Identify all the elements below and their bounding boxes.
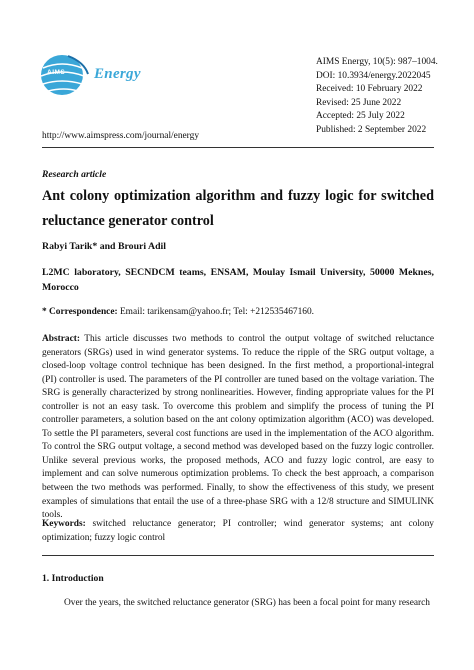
article-type: Research article — [42, 169, 107, 180]
logo-aims-text: AIMS — [47, 69, 66, 76]
abstract-label: Abstract: — [42, 334, 81, 344]
correspondence-label: * Correspondence: — [42, 307, 118, 317]
abstract-text: This article discusses two methods to control the output voltage of switched reluctance generators (SRGs) used in wind generator systems. To reduce the ripple of the SRG output voltage, a closed-loop voltage control technique has been designed. In the first method, a proportional-integral (PI) controller is used. The parameters of the PI controller are tuned based on the voltage variation. The SRG is generally characterized by strong nonlinearities. However, finding appropriate values for the PI controller is not an easy task. To overcome this problem and simplify the process of tuning the PI controller parameters, a solution based on the ant colony optimization algorithm (ACO) was developed. To settle the PI parameters, several cost functions are used in the implementation of the ACO algorithm. To control the SRG output voltage, a second method was developed based on the fuzzy logic controller. Unlike several previous works, the proposed methods, ACO and fuzzy logic control, are easy to implement and can solve numerous optimization problems. To check the best approach, a comparison between the two methods was performed. Finally, to show the effectiveness of this study, we present examples of simulations that entail the use of a three-phase SRG with a 12/8 structure and SIMULINK tools. — [42, 334, 434, 521]
received-date: Received: 10 February 2022 — [316, 84, 423, 95]
published-date: Published: 2 September 2022 — [316, 124, 427, 135]
correspondence — [42, 307, 314, 317]
correspondence-text: Email: tarikensam@yahoo.fr; Tel: +212535467160. — [117, 307, 314, 317]
abstract — [42, 333, 434, 523]
journal-logo — [38, 52, 158, 98]
section-heading: 1. Introduction — [42, 573, 104, 584]
header-divider — [42, 147, 434, 148]
revised-date: Revised: 25 June 2022 — [316, 97, 402, 108]
publication-metadata — [316, 56, 438, 138]
authors: Rabyi Tarik* and Brouri Adil — [42, 241, 166, 252]
logo-journal-name: Energy — [94, 66, 141, 82]
doi: DOI: 10.3934/energy.2022045 — [316, 70, 431, 81]
citation: AIMS Energy, 10(5): 987–1004. — [316, 57, 438, 67]
abstract-divider — [42, 555, 434, 556]
keywords-label: Keywords: — [42, 519, 86, 529]
accepted-date: Accepted: 25 July 2022 — [316, 111, 405, 122]
keywords — [42, 518, 434, 545]
affiliation: L2MC laboratory, SECNDCM teams, ENSAM, Moulay Ismail University, 50000 Meknes, Morocco — [42, 267, 434, 293]
journal-url[interactable]: http://www.aimspress.com/journal/energy — [42, 131, 200, 141]
keywords-text: switched reluctance generator; PI controller; wind generator systems; ant colony optimization; fuzzy logic control — [42, 519, 434, 543]
article-title: Ant colony optimization algorithm and fuzzy logic for switched reluctance generator control — [42, 188, 434, 229]
intro-paragraph: Over the years, the switched reluctance generator (SRG) has been a focal point for many research — [64, 598, 430, 608]
